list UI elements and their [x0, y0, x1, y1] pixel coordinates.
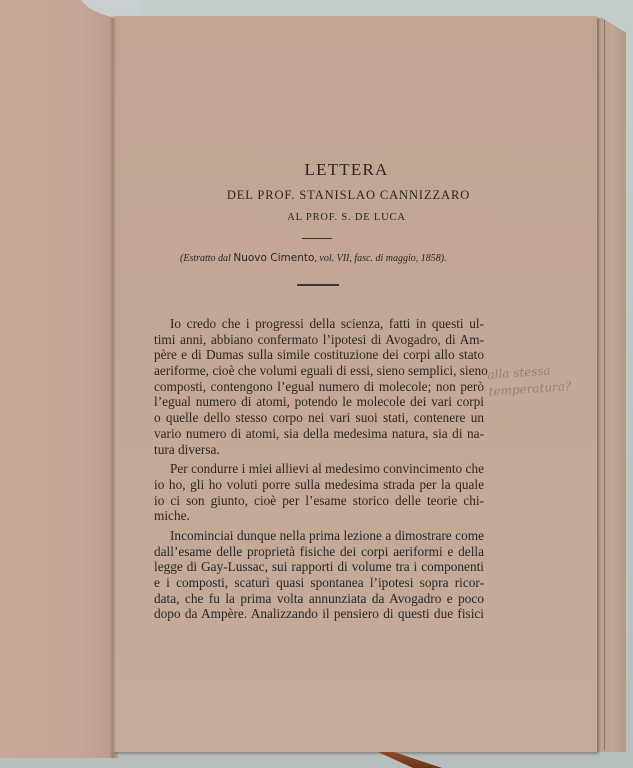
text-line: tura diversa.	[154, 441, 220, 457]
handwritten-margin-note	[486, 361, 572, 400]
text-line: timi anni, abbiano confermato l’ipotesi di Avogadro, di Am-	[154, 331, 484, 347]
section-divider	[297, 284, 339, 286]
text-line: e i composti, scaturì quasi spontanea l’ipotesi sopra ricor-	[154, 575, 484, 590]
text-line: vario numero di atomi, sia della medesima natura, sia di na-	[154, 425, 484, 441]
source-citation	[180, 252, 480, 264]
text-line: io ci son giunto, cioè per l’esame storico delle teorie chi-	[154, 492, 484, 508]
document-author: DEL PROF. STANISLAO CANNIZZARO	[226, 188, 471, 202]
text-line: data, che fu la prima volta annunziata da Avogadro e poco	[154, 590, 484, 606]
text-line: l’egual numero di atomi, potendo le molecole dei vari corpi	[154, 394, 484, 410]
document-addressee: AL PROF. S. DE LUCA	[287, 212, 406, 223]
text-line: legge di Gay-Lussac, sui rapporti di volume tra i componenti	[154, 559, 484, 575]
margin-note-line: alla stessa	[486, 363, 552, 382]
text-line: Io credo che i progressi della scienza, fatti in questi ul-	[170, 316, 484, 331]
paragraph-1	[154, 316, 488, 457]
text-line: aeriforme, cioè che volumi eguali di essi, sieno semplici, sieno	[154, 363, 488, 379]
document-title: LETTERA	[304, 160, 389, 179]
paragraph-2	[154, 461, 484, 524]
text-line: composti, contengono l’egual numero di molecole; non però	[154, 378, 484, 394]
paragraph-3	[154, 528, 484, 622]
margin-note-line: temperatura?	[488, 379, 572, 399]
letter-body	[154, 316, 488, 622]
text-line: père e di Dumas sulla simile costituzione dei corpi allo stato	[154, 347, 484, 363]
text-line: dall’esame delle proprietà fisiche dei corpi aeriformi e della	[154, 543, 484, 559]
text-line: o quelle dello stesso corpo nei vari suoi stati, contenere un	[154, 410, 484, 426]
citation-prefix: (Estratto dal	[180, 253, 234, 264]
text-line: miche.	[154, 508, 190, 524]
text-line: dopo da Ampère. Analizzando il pensiero di questi due fisici	[154, 606, 484, 622]
citation-suffix: , vol. VII, fasc. di maggio, 1858).	[314, 253, 447, 264]
text-line: Incominciai dunque nella prima lezione a dimostrare come	[170, 527, 484, 543]
text-line: io ho, gli ho voluti porre sulla medesima strada per la quale	[154, 476, 484, 492]
citation-journal: Nuovo Cimento	[233, 252, 315, 264]
text-line: Per condurre i miei allievi al medesimo convincimento che	[170, 461, 484, 477]
title-divider	[302, 238, 332, 239]
